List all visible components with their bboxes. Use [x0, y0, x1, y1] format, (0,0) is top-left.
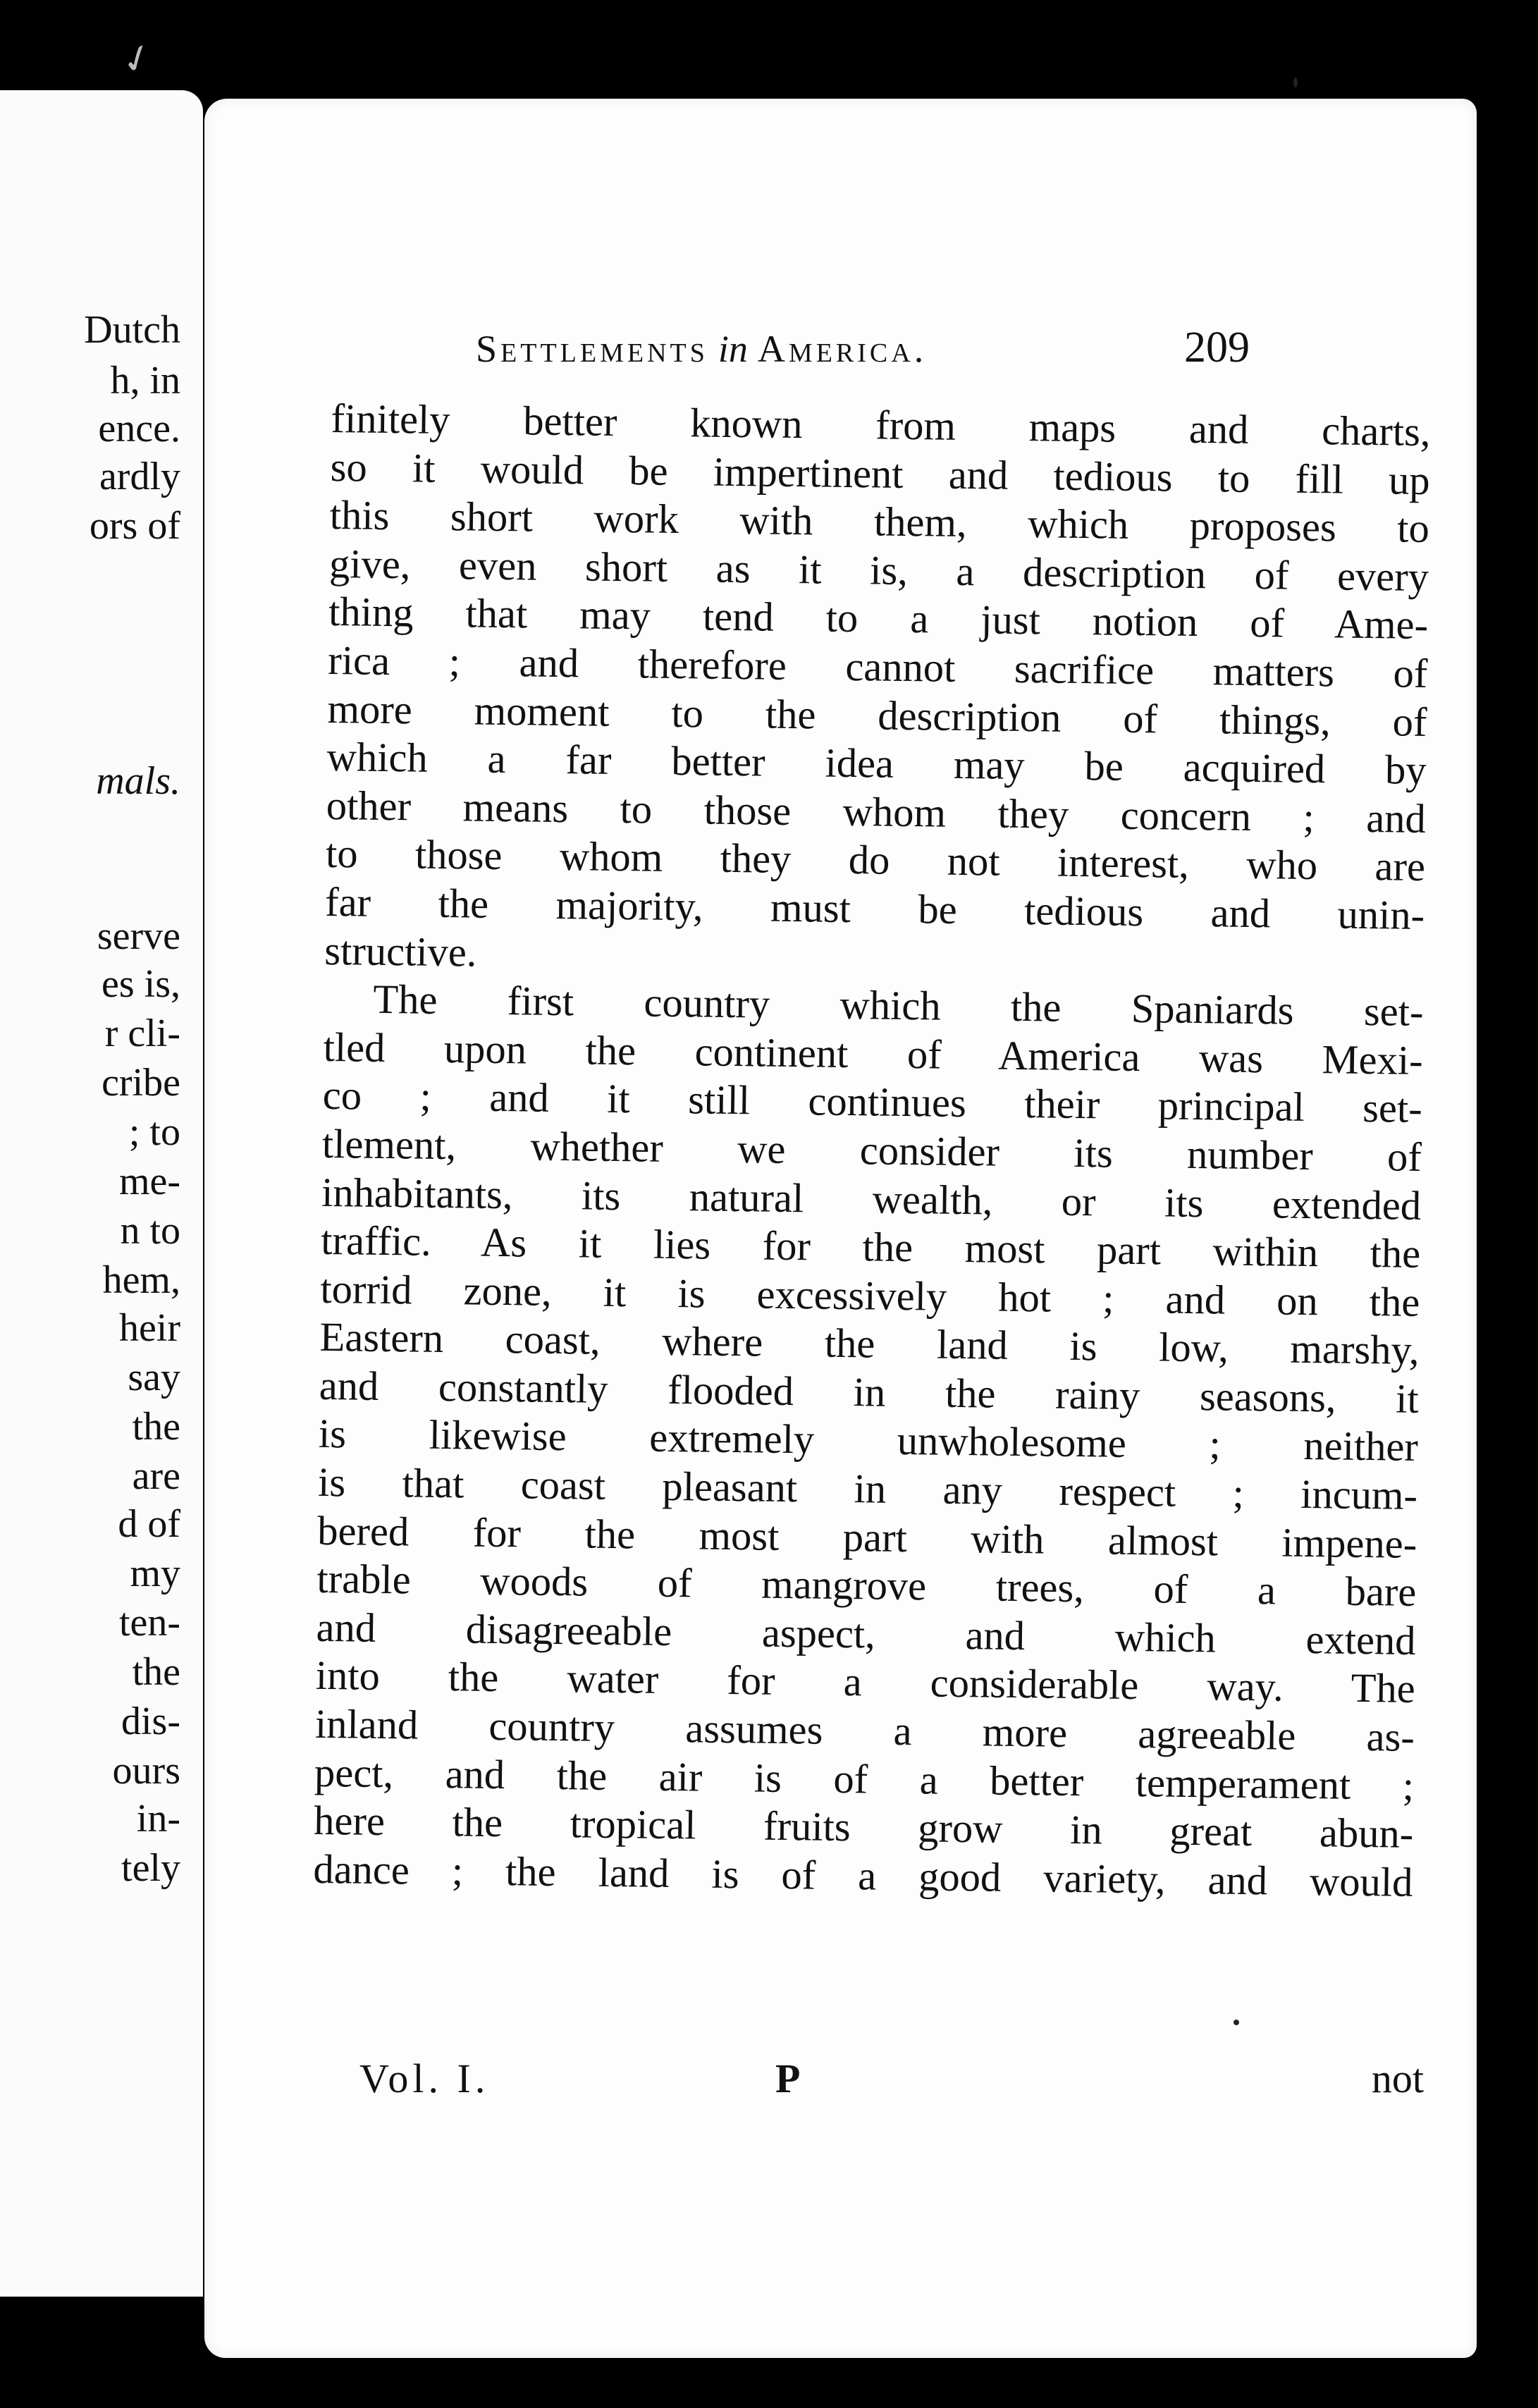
- text-line: trable woods of mangrove trees, of a bare: [316, 1556, 1417, 1616]
- text-line: far the majority, must be tedious and unin-: [324, 878, 1425, 938]
- text-line: Eastern coast, where the land is low, marshy,: [319, 1314, 1420, 1374]
- left-page-line: are: [132, 1454, 180, 1498]
- text-line: dance ; the land is of a good variety, and would: [313, 1845, 1413, 1905]
- text-line: other means to those whom they concern ; and: [326, 782, 1427, 842]
- text-line: is that coast pleasant in any respect ; incum-: [317, 1458, 1418, 1519]
- left-page-line: the: [132, 1405, 180, 1449]
- text-line: The first country which the Spaniards set-: [373, 976, 1424, 1036]
- left-page-line: d of: [118, 1502, 180, 1546]
- left-page-line: hem,: [102, 1258, 180, 1302]
- left-page-line: heir: [118, 1306, 180, 1350]
- text-line: more moment to the description of things, of: [327, 685, 1427, 745]
- main-page: [204, 99, 1477, 2358]
- body-text: [313, 395, 1431, 1907]
- left-page-line: serve: [97, 914, 180, 958]
- text-line: to those whom they do not interest, who are: [325, 830, 1426, 890]
- left-page-line: ardly: [99, 455, 180, 498]
- running-head: [476, 323, 1250, 373]
- text-line: and disagreeable aspect, and which extend: [316, 1604, 1416, 1664]
- text-line: is likewise extremely unwholesome ; neither: [318, 1411, 1419, 1470]
- running-head-title: [476, 327, 927, 371]
- text-line: tled upon the continent of America was Mexi-: [323, 1024, 1423, 1083]
- text-line: so it would be impertinent and tedious to fill up: [330, 443, 1431, 503]
- text-line: tlement, whether we consider its number of: [321, 1120, 1422, 1180]
- text-line: inland country assumes a more agreeable as-: [314, 1700, 1415, 1760]
- left-page-line: ors of: [89, 504, 180, 548]
- text-line: here the tropical fruits grow in great abun-: [313, 1798, 1414, 1857]
- page-number: 209: [1184, 324, 1250, 371]
- left-page-line: the: [132, 1650, 180, 1694]
- left-page-line: mals.: [96, 759, 180, 803]
- left-page-line: Dutch: [84, 308, 180, 352]
- ink-speck: [1293, 78, 1298, 87]
- running-head-word-in: in: [718, 328, 748, 370]
- text-line: give, even short as it is, a description of every: [328, 540, 1429, 600]
- ink-speck: [1234, 2020, 1239, 2025]
- left-page-line: ence.: [98, 407, 180, 450]
- left-facing-page: [0, 90, 203, 2297]
- left-page-line: r cli-: [104, 1012, 180, 1055]
- left-page-line: dis-: [121, 1700, 180, 1743]
- text-line: into the water for a considerable way. The: [315, 1652, 1416, 1712]
- left-page-line: in-: [136, 1797, 180, 1841]
- text-line: and constantly flooded in the rainy seasons, it: [319, 1362, 1420, 1422]
- signature-mark: P: [775, 2056, 801, 2101]
- left-page-line: cribe: [101, 1061, 180, 1105]
- text-line: torrid zone, it is excessively hot ; and on the: [320, 1265, 1420, 1325]
- text-line: bered for the most part with almost impene-: [316, 1507, 1417, 1567]
- left-page-line: say: [128, 1356, 180, 1399]
- left-page-line: ten-: [118, 1601, 180, 1645]
- text-line: this short work with them, which proposes to: [329, 492, 1430, 552]
- text-line: which a far better idea may be acquired by: [326, 734, 1427, 794]
- left-page-line: my: [130, 1552, 180, 1595]
- running-head-word-america: America.: [757, 328, 928, 370]
- running-head-word-settlements: Settlements: [476, 328, 708, 370]
- text-line: pect, and the air is of a better temperament ;: [314, 1749, 1415, 1809]
- left-page-line: n to: [120, 1209, 180, 1253]
- text-line: thing that may tend to a just notion of Ame-: [328, 589, 1429, 649]
- left-page-line: tely: [121, 1846, 180, 1890]
- volume-signature: Vol. I.: [359, 2056, 490, 2101]
- catchword: not: [1371, 2056, 1424, 2101]
- text-line: co ; and it still continues their principal set-: [322, 1072, 1423, 1132]
- text-line: rica ; and therefore cannot sacrifice matters of: [328, 637, 1428, 696]
- text-line: traffic. As it lies for the most part within the: [320, 1217, 1421, 1277]
- left-page-line: h, in: [110, 359, 180, 403]
- text-line: structive.: [324, 927, 477, 976]
- pencil-tick-mark: ✓: [115, 34, 160, 85]
- text-line: inhabitants, its natural wealth, or its extended: [321, 1169, 1422, 1229]
- text-line: finitely better known from maps and charts,: [331, 395, 1431, 455]
- left-page-line: ; to: [128, 1110, 180, 1154]
- page-footer: [359, 2055, 1424, 2111]
- left-page-line: me-: [118, 1160, 180, 1203]
- left-page-line: ours: [112, 1749, 180, 1793]
- left-page-line: es is,: [101, 962, 180, 1006]
